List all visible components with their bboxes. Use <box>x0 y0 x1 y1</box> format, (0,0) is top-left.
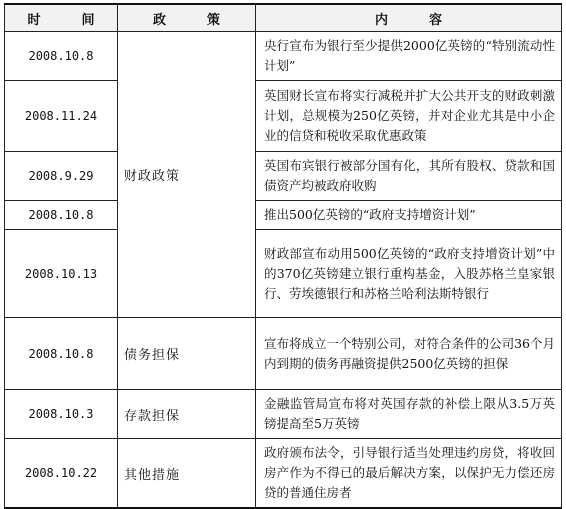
content-cell: 英国布宾银行被部分国有化，其所有股权、贷款和国债资产均被政府收购 <box>256 152 562 201</box>
table-row <box>5 230 562 318</box>
header-row <box>5 4 562 32</box>
date-cell: 2008.11.24 <box>5 81 118 152</box>
content-cell: 政府颁布法令，引导银行适当处理违约房贷，将收回房产作为不得已的最后解决方案，以保护无力偿还房贷的普通住房者 <box>256 439 562 509</box>
content-cell: 推出500亿英镑的“政府支持增资计划” <box>256 201 562 230</box>
table-row <box>5 201 562 230</box>
date-cell: 2008.10.3 <box>5 390 118 439</box>
policy-cell-deposit: 存款担保 <box>118 390 256 439</box>
header-time: 时 间 <box>5 4 118 32</box>
date-cell: 2008.10.8 <box>5 318 118 390</box>
date-cell: 2008.10.13 <box>5 230 118 318</box>
content-cell: 宣布将成立一个特别公司，对符合条件的公司36个月内到期的债务再融资提供2500亿英镑的担保 <box>256 318 562 390</box>
date-cell: 2008.9.29 <box>5 152 118 201</box>
policy-cell-other: 其他措施 <box>118 439 256 509</box>
date-cell: 2008.10.22 <box>5 439 118 509</box>
table-row <box>5 318 562 390</box>
table-row <box>5 439 562 509</box>
header-content: 内 容 <box>256 4 562 32</box>
policy-cell-debt: 债务担保 <box>118 318 256 390</box>
policy-cell-fiscal: 财政政策 <box>118 32 256 318</box>
table-row <box>5 152 562 201</box>
content-cell: 金融监管局宣布将对英国存款的补偿上限从3.5万英镑提高至5万英镑 <box>256 390 562 439</box>
content-cell: 财政部宣布动用500亿英镑的“政府支持增资计划”中的370亿英镑建立银行重构基金，入股苏格兰皇家银行、劳埃德银行和苏格兰哈利法斯特银行 <box>256 230 562 318</box>
header-policy: 政 策 <box>118 4 256 32</box>
date-cell: 2008.10.8 <box>5 201 118 230</box>
table-row <box>5 32 562 81</box>
date-cell: 2008.10.8 <box>5 32 118 81</box>
policy-table <box>4 3 562 509</box>
content-cell: 央行宣布为银行至少提供2000亿英镑的“特别流动性计划” <box>256 32 562 81</box>
table-row <box>5 390 562 439</box>
table-row <box>5 81 562 152</box>
content-cell: 英国财长宣布将实行减税并扩大公共开支的财政刺激计划，总规模为250亿英镑，并对企业尤其是中小企业的信贷和税收采取优惠政策 <box>256 81 562 152</box>
